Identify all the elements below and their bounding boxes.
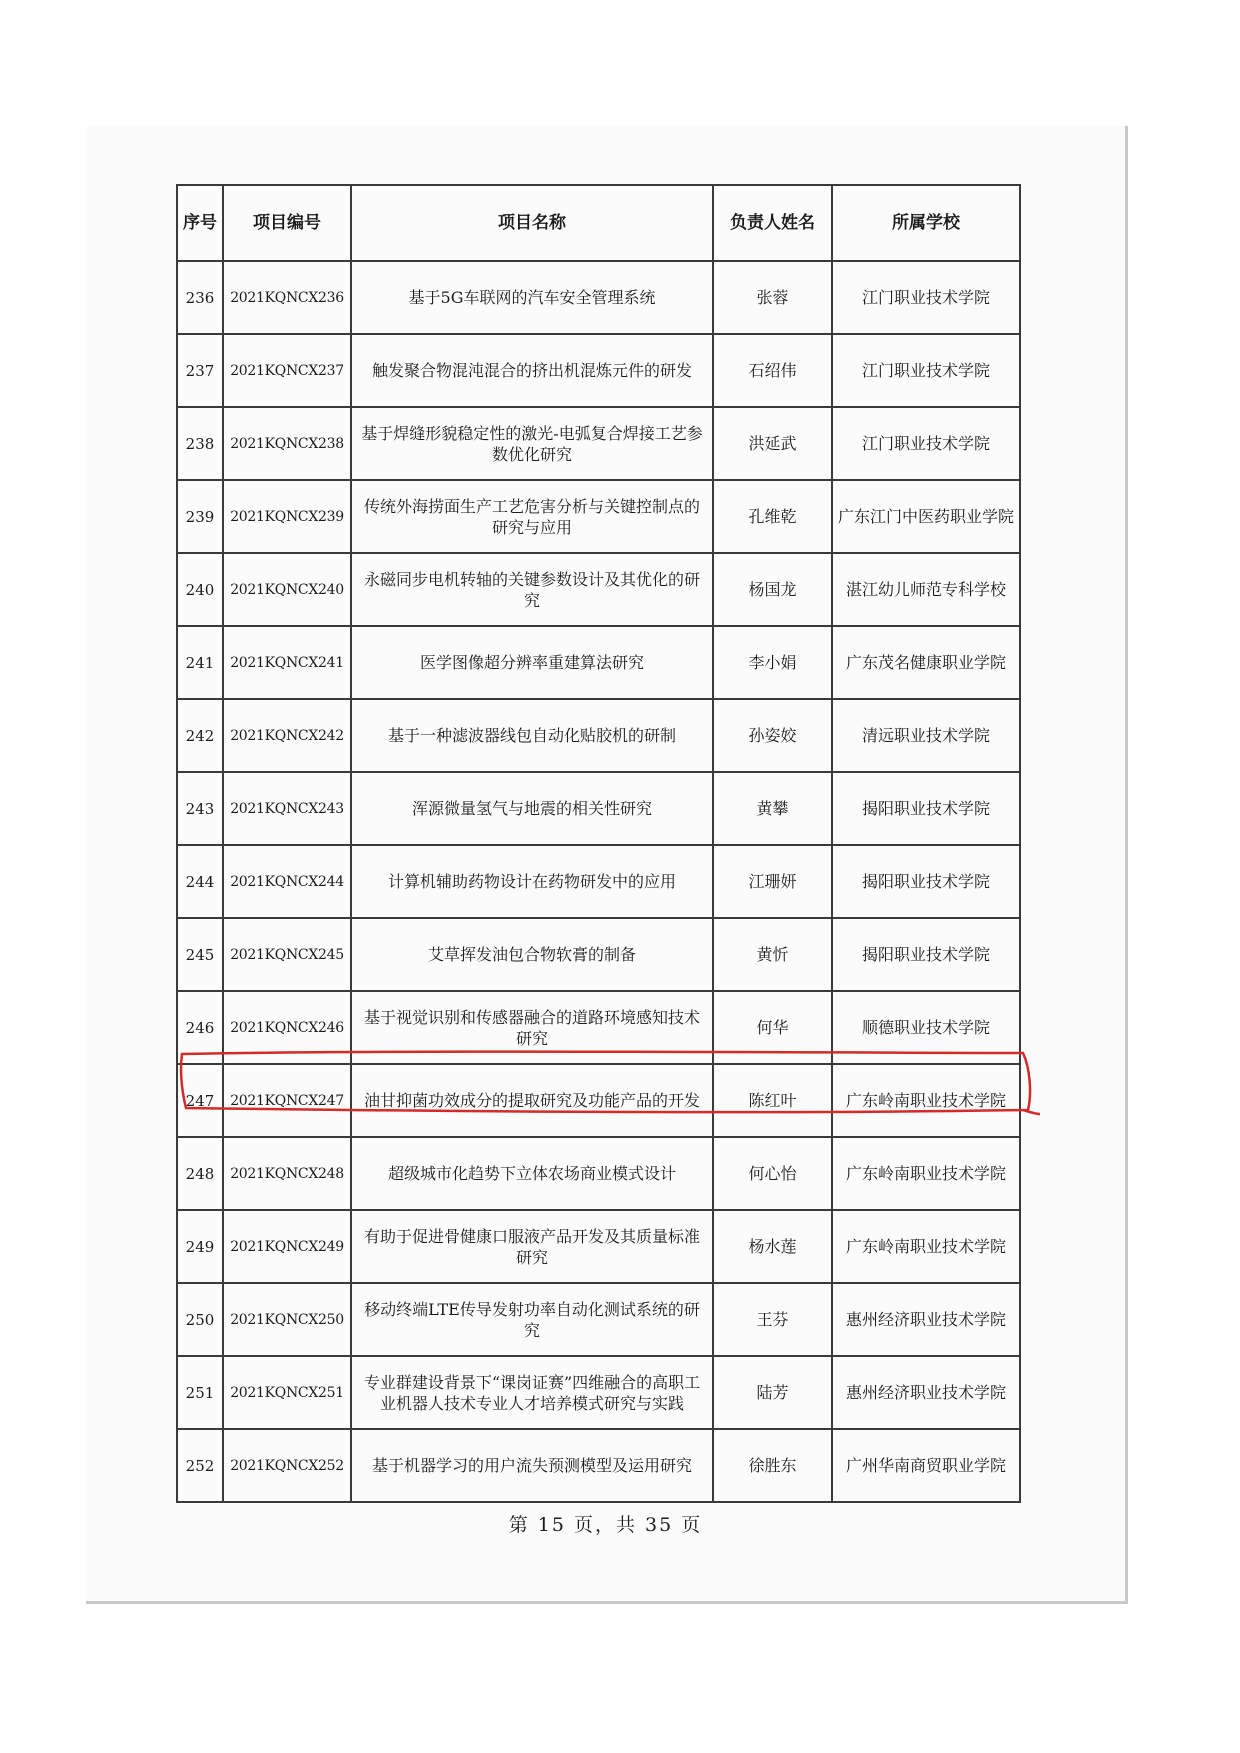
cell-seq: 252 <box>177 1429 223 1502</box>
cell-name: 基于一种滤波器线包自动化贴胶机的研制 <box>351 699 713 772</box>
cell-school: 揭阳职业技术学院 <box>832 772 1020 845</box>
cell-leader: 黄忻 <box>713 918 832 991</box>
cell-leader: 孙姿姣 <box>713 699 832 772</box>
cell-leader: 陈红叶 <box>713 1064 832 1137</box>
cell-name: 超级城市化趋势下立体农场商业模式设计 <box>351 1137 713 1210</box>
table-row <box>177 480 1020 553</box>
cell-seq: 240 <box>177 553 223 626</box>
cell-name: 触发聚合物混沌混合的挤出机混炼元件的研发 <box>351 334 713 407</box>
table-header <box>177 185 1020 261</box>
cell-leader: 何心怡 <box>713 1137 832 1210</box>
cell-leader: 黄攀 <box>713 772 832 845</box>
cell-code: 2021KQNCX243 <box>223 772 351 845</box>
cell-leader: 石绍伟 <box>713 334 832 407</box>
cell-seq: 246 <box>177 991 223 1064</box>
header-row <box>177 185 1020 261</box>
cell-name: 基于视觉识别和传感器融合的道路环境感知技术研究 <box>351 991 713 1064</box>
cell-school: 揭阳职业技术学院 <box>832 918 1020 991</box>
cell-school: 广州华南商贸职业学院 <box>832 1429 1020 1502</box>
cell-code: 2021KQNCX248 <box>223 1137 351 1210</box>
cell-code: 2021KQNCX240 <box>223 553 351 626</box>
table-row <box>177 553 1020 626</box>
cell-code: 2021KQNCX246 <box>223 991 351 1064</box>
cell-school: 广东茂名健康职业学院 <box>832 626 1020 699</box>
header-code: 项目编号 <box>223 185 351 261</box>
cell-name: 基于机器学习的用户流失预测模型及运用研究 <box>351 1429 713 1502</box>
cell-code: 2021KQNCX244 <box>223 845 351 918</box>
cell-school: 广东江门中医药职业学院 <box>832 480 1020 553</box>
table-row <box>177 699 1020 772</box>
cell-leader: 杨水莲 <box>713 1210 832 1283</box>
page-number: 第 15 页，共 35 页 <box>508 1514 703 1536</box>
cell-name: 传统外海捞面生产工艺危害分析与关键控制点的研究与应用 <box>351 480 713 553</box>
cell-school: 广东岭南职业技术学院 <box>832 1210 1020 1283</box>
cell-school: 广东岭南职业技术学院 <box>832 1137 1020 1210</box>
cell-seq: 242 <box>177 699 223 772</box>
cell-leader: 孔维乾 <box>713 480 832 553</box>
cell-code: 2021KQNCX250 <box>223 1283 351 1356</box>
cell-leader: 王芬 <box>713 1283 832 1356</box>
cell-seq: 244 <box>177 845 223 918</box>
cell-code: 2021KQNCX239 <box>223 480 351 553</box>
cell-name: 计算机辅助药物设计在药物研发中的应用 <box>351 845 713 918</box>
cell-school: 江门职业技术学院 <box>832 261 1020 334</box>
cell-school: 清远职业技术学院 <box>832 699 1020 772</box>
cell-name: 基于焊缝形貌稳定性的激光-电弧复合焊接工艺参数优化研究 <box>351 407 713 480</box>
cell-leader: 何华 <box>713 991 832 1064</box>
table-row <box>177 1356 1020 1429</box>
cell-name: 专业群建设背景下“课岗证赛”四维融合的高职工业机器人技术专业人才培养模式研究与实践 <box>351 1356 713 1429</box>
cell-seq: 239 <box>177 480 223 553</box>
cell-seq: 251 <box>177 1356 223 1429</box>
cell-name: 油甘抑菌功效成分的提取研究及功能产品的开发 <box>351 1064 713 1137</box>
cell-leader: 张蓉 <box>713 261 832 334</box>
cell-seq: 249 <box>177 1210 223 1283</box>
cell-code: 2021KQNCX245 <box>223 918 351 991</box>
cell-seq: 236 <box>177 261 223 334</box>
table-row <box>177 1064 1020 1137</box>
cell-school: 顺德职业技术学院 <box>832 991 1020 1064</box>
cell-seq: 248 <box>177 1137 223 1210</box>
cell-code: 2021KQNCX238 <box>223 407 351 480</box>
table-row <box>177 334 1020 407</box>
cell-school: 惠州经济职业技术学院 <box>832 1283 1020 1356</box>
table-row <box>177 261 1020 334</box>
cell-code: 2021KQNCX249 <box>223 1210 351 1283</box>
header-seq: 序号 <box>177 185 223 261</box>
project-table <box>176 184 1021 1503</box>
table-row <box>177 1429 1020 1502</box>
table-row <box>177 1283 1020 1356</box>
cell-code: 2021KQNCX247 <box>223 1064 351 1137</box>
cell-seq: 250 <box>177 1283 223 1356</box>
cell-leader: 江珊妍 <box>713 845 832 918</box>
cell-code: 2021KQNCX252 <box>223 1429 351 1502</box>
cell-leader: 李小娟 <box>713 626 832 699</box>
cell-seq: 247 <box>177 1064 223 1137</box>
cell-seq: 245 <box>177 918 223 991</box>
cell-seq: 238 <box>177 407 223 480</box>
cell-school: 江门职业技术学院 <box>832 407 1020 480</box>
cell-seq: 241 <box>177 626 223 699</box>
cell-leader: 陆芳 <box>713 1356 832 1429</box>
table-row <box>177 845 1020 918</box>
document-page <box>86 126 1128 1604</box>
cell-school: 惠州经济职业技术学院 <box>832 1356 1020 1429</box>
cell-leader: 杨国龙 <box>713 553 832 626</box>
header-name: 项目名称 <box>351 185 713 261</box>
cell-leader: 洪延武 <box>713 407 832 480</box>
table-row <box>177 991 1020 1064</box>
cell-name: 浑源微量氢气与地震的相关性研究 <box>351 772 713 845</box>
cell-code: 2021KQNCX237 <box>223 334 351 407</box>
cell-code: 2021KQNCX251 <box>223 1356 351 1429</box>
table-row <box>177 918 1020 991</box>
cell-leader: 徐胜东 <box>713 1429 832 1502</box>
table-row <box>177 407 1020 480</box>
cell-code: 2021KQNCX241 <box>223 626 351 699</box>
table-row <box>177 772 1020 845</box>
table-body <box>177 261 1020 1502</box>
cell-school: 湛江幼儿师范专科学校 <box>832 553 1020 626</box>
cell-name: 永磁同步电机转轴的关键参数设计及其优化的研究 <box>351 553 713 626</box>
cell-school: 揭阳职业技术学院 <box>832 845 1020 918</box>
cell-name: 基于5G车联网的汽车安全管理系统 <box>351 261 713 334</box>
cell-code: 2021KQNCX242 <box>223 699 351 772</box>
header-leader: 负责人姓名 <box>713 185 832 261</box>
cell-school: 广东岭南职业技术学院 <box>832 1064 1020 1137</box>
cell-name: 移动终端LTE传导发射功率自动化测试系统的研究 <box>351 1283 713 1356</box>
cell-name: 艾草挥发油包合物软膏的制备 <box>351 918 713 991</box>
cell-name: 医学图像超分辨率重建算法研究 <box>351 626 713 699</box>
header-school: 所属学校 <box>832 185 1020 261</box>
table-row <box>177 1137 1020 1210</box>
cell-name: 有助于促进骨健康口服液产品开发及其质量标准研究 <box>351 1210 713 1283</box>
cell-seq: 237 <box>177 334 223 407</box>
cell-school: 江门职业技术学院 <box>832 334 1020 407</box>
cell-seq: 243 <box>177 772 223 845</box>
cell-code: 2021KQNCX236 <box>223 261 351 334</box>
table-row <box>177 1210 1020 1283</box>
table-row <box>177 626 1020 699</box>
